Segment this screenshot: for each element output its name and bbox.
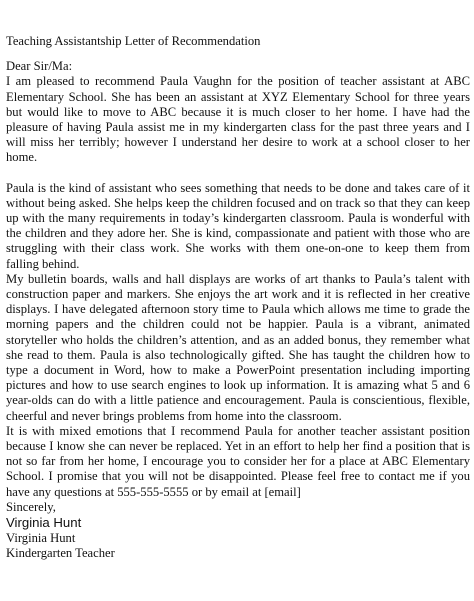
letter-title: Teaching Assistantship Letter of Recommendation (6, 34, 261, 48)
signer-name: Virginia Hunt (6, 531, 76, 546)
letter-paragraph-2: Paula is the kind of assistant who sees something that needs to be done and takes care of it without being asked. She helps keep the children focused and on track so that they can keep up with the many requirements in today’s kindergarten classroom. Paula is wonderful with the children and they adore her. She is kind, compassionate and patient with those who are struggling with their class work. She works with them one-on-one to keep them from falling behind. (6, 180, 470, 271)
signer-title: Kindergarten Teacher (6, 546, 115, 561)
letter-paragraph-1: I am pleased to recommend Paula Vaughn for the position of teacher assistant at ABC Elementary School. She has been an assistant at XYZ Elementary School for three years but would like to move to ABC because it is much closer to her home. I have had the pleasure of having Paula assist me in my kindergarten class for the past three years and I will miss her terribly; however I understand her desire to work at a school closer to her home. (6, 74, 470, 165)
letter-paragraph-4: It is with mixed emotions that I recommend Paula for another teacher assistant position because I know she can never be replaced. Yet in an effort to help her find a position that is not so far from her home, I encourage you to consider her for a place at ABC Elementary School. I promise that you will not be disappointed. Please feel free to contact me if you have any questions at 555-555-5555 or by email at [email] (6, 423, 470, 499)
letter-paragraph-3: My bulletin boards, walls and hall displays are works of art thanks to Paula’s talent with construction paper and markers. She enjoys the art work and it is reflected in her creative displays. I have delegated afternoon story time to Paula which allows me time to grade the morning papers and the children could not be happier. Paula is a vibrant, animated storyteller who holds the children’s attention, and as an added bonus, they remember what she read to them. Paula is also technologically gifted. She has taught the children how to type a document in Word, how to make a PowerPoint presentation including importing pictures and how to use search engines to look up information. It is amazing what 5 and 6 year-olds can do with a little patience and encouragement. Paula is conscientious, flexible, cheerful and never brings problems from home into the classroom. (6, 271, 470, 423)
letter-document (6, 34, 470, 562)
letter-closing: Sincerely, (6, 499, 56, 514)
letter-salutation: Dear Sir/Ma: (6, 59, 73, 74)
letter-signature: Virginia Hunt (6, 515, 82, 531)
